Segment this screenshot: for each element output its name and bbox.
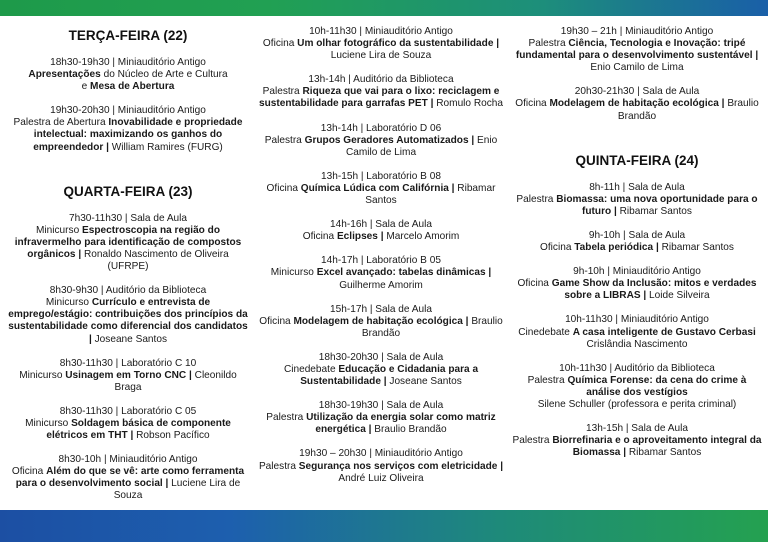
- event-text: Enio Camilo de Lima: [345, 134, 498, 158]
- event-text: Palestra: [512, 435, 553, 447]
- schedule-event: [512, 423, 762, 459]
- event-text: Palestra: [527, 374, 568, 386]
- event-text: 15h-17h | Sala de Aula: [330, 303, 432, 315]
- event-text: Joseane Santos: [91, 333, 168, 345]
- event-text: 10h-11h30 | Miniauditório Antigo: [565, 314, 709, 326]
- event-text: e: [81, 81, 91, 93]
- event-text: Romulo Rocha: [433, 98, 504, 110]
- event-text: Joseane Santos: [386, 376, 462, 388]
- event-text: Palestra: [516, 193, 557, 205]
- event-text: Minicurso: [270, 267, 317, 279]
- event-text: Cinedebate: [518, 326, 573, 338]
- event-title: Biomassa: uma nova oportunidade para o futuro |: [556, 193, 758, 217]
- event-title: Grupos Geradores Automatizados |: [304, 134, 475, 146]
- event-text: Oficina: [266, 182, 301, 194]
- schedule-event: [6, 358, 250, 394]
- event-text: Minicurso: [45, 297, 92, 309]
- event-text: 19h30 – 21h | Miniauditório Antigo: [560, 26, 714, 37]
- event-text: Palestra: [528, 38, 569, 50]
- event-text: Oficina: [515, 98, 550, 110]
- event-text: Silene Schuller (professora e perita criminal): [537, 398, 737, 410]
- schedule-event: [258, 352, 504, 388]
- bottom-gradient-band: [0, 510, 768, 542]
- event-text: Ronaldo Nascimento de Oliveira (UFRPE): [81, 248, 229, 273]
- event-text: Cinedebate: [283, 363, 339, 375]
- event-title: Química Lúdica com Califórnia |: [300, 182, 455, 194]
- event-text: Oficina: [302, 231, 337, 243]
- event-text: 8h30-9h30 | Auditório da Biblioteca: [49, 285, 207, 297]
- schedule-column-2: [258, 26, 504, 497]
- schedule-event: [6, 285, 250, 345]
- schedule-event: [258, 26, 504, 62]
- event-text: Palestra: [262, 86, 303, 98]
- event-title: Um olhar fotográfico da sustentabilidade |: [297, 38, 500, 50]
- event-title: Ciência, Tecnologia e Inovação: tripé fundamental para o desenvolvimento sustentável |: [515, 38, 759, 62]
- event-text: do Núcleo de Arte e Cultura: [100, 69, 228, 81]
- event-text: Ribamar Santos: [658, 242, 734, 254]
- event-text: 13h-15h | Laboratório B 08: [321, 170, 441, 182]
- event-text: 20h30-21h30 | Sala de Aula: [574, 86, 700, 98]
- event-text: Oficina: [517, 278, 552, 290]
- event-text: William Ramires (FURG): [108, 141, 223, 153]
- event-text: Oficina: [259, 315, 294, 327]
- event-title: Game Show da Inclusão: mitos e verdades sobre a LIBRAS |: [551, 278, 757, 302]
- event-title: Espectroscopia na região do infravermelho para identificação de compostos orgânicos |: [14, 224, 242, 260]
- schedule-event: [512, 363, 762, 411]
- schedule-event: [258, 255, 504, 291]
- event-text: Cleonildo Braga: [114, 369, 237, 393]
- event-text: Palestra: [266, 412, 307, 424]
- event-text: 18h30-19h30 | Miniauditório Antigo: [50, 57, 206, 68]
- event-title: Mesa de Abertura: [90, 81, 175, 93]
- event-title: Além do que se vê: arte como ferramenta para o desenvolvimento social |: [15, 466, 245, 490]
- event-text: Enio Camilo de Lima: [590, 62, 684, 74]
- event-text: Minicurso: [36, 224, 82, 236]
- event-title: Segurança nos serviços com eletricidade |: [298, 460, 504, 472]
- event-text: Crislândia Nascimento: [586, 338, 688, 350]
- event-title: Utilização da energia solar como matriz energética |: [306, 412, 496, 436]
- event-text: 9h-10h | Miniauditório Antigo: [573, 266, 701, 278]
- schedule-event: [258, 448, 504, 484]
- event-title: Educação e Cidadania para a Sustentabilidade |: [300, 363, 479, 388]
- event-text: 13h-14h | Auditório da Biblioteca: [308, 74, 454, 86]
- event-text: Marcelo Amorim: [383, 231, 460, 243]
- schedule-event: [6, 213, 250, 273]
- event-text: 18h30-19h30 | Sala de Aula: [318, 400, 444, 412]
- event-text: Oficina: [540, 242, 575, 254]
- event-title: Riqueza que vai para o lixo: reciclagem e sustentabilidade para garrafas PET |: [258, 86, 500, 110]
- event-text: André Luiz Oliveira: [338, 472, 424, 484]
- event-title: Inovabilidade e propriedade intelectual: maximizando os ganhos do empreendedor |: [33, 117, 243, 153]
- schedule-event: [6, 406, 250, 442]
- event-text: 14h-16h | Sala de Aula: [330, 219, 432, 231]
- event-text: Ribamar Santos: [365, 182, 496, 207]
- schedule-event: [512, 314, 762, 350]
- event-text: Palestra: [264, 134, 305, 146]
- event-title: Apresentações: [28, 69, 101, 81]
- event-text: 13h-14h | Laboratório D 06: [320, 122, 442, 134]
- event-text: 19h30 – 20h30 | Miniauditório Antigo: [299, 448, 463, 460]
- event-text: Minicurso: [19, 369, 66, 381]
- event-text: 10h-11h30 | Auditório da Biblioteca: [559, 362, 715, 374]
- event-text: 19h30-20h30 | Miniauditório Antigo: [50, 105, 206, 117]
- day-heading: TERÇA-FEIRA (22): [68, 28, 188, 43]
- event-title: Currículo e entrevista de emprego/estágio: contribuições dos princípios da sustentabilidade como diferencial dos candidatos |: [8, 297, 248, 345]
- event-title: Eclipses |: [336, 231, 384, 243]
- event-text: 10h-11h30 | Miniauditório Antigo: [309, 26, 453, 37]
- event-title: Soldagem básica de componente elétricos em THT |: [46, 417, 231, 442]
- schedule-event: [512, 86, 762, 122]
- schedule-event: [258, 400, 504, 436]
- event-text: Luciene Lira de Souza: [330, 50, 432, 62]
- event-title: Química Forense: da cena do crime à análise dos vestígios: [567, 374, 747, 398]
- schedule-event: [258, 219, 504, 243]
- schedule-event: [6, 57, 250, 93]
- event-title: Tabela periódica |: [574, 242, 659, 254]
- schedule-column-1: [6, 22, 250, 515]
- schedule-event: [258, 123, 504, 159]
- event-text: Braulio Brandão: [361, 315, 503, 339]
- event-text: 13h-15h | Sala de Aula: [586, 423, 688, 435]
- schedule-event: [258, 74, 504, 110]
- event-text: 8h30-10h | Miniauditório Antigo: [58, 454, 198, 466]
- day-heading: QUINTA-FEIRA (24): [575, 152, 699, 168]
- event-text: Ribamar Santos: [616, 205, 692, 217]
- schedule-event: [512, 266, 762, 302]
- schedule-event: [512, 230, 762, 254]
- event-title: A casa inteligente de Gustavo Cerbasi: [572, 326, 756, 338]
- event-text: Loide Silveira: [646, 290, 710, 302]
- event-text: Guilherme Amorim: [339, 279, 423, 291]
- event-text: Braulio Brandão: [371, 424, 447, 436]
- event-text: Palestra: [258, 460, 299, 472]
- schedule-event: [6, 454, 250, 502]
- schedule-event: [258, 304, 504, 340]
- day-heading: QUARTA-FEIRA (23): [63, 183, 193, 199]
- event-text: Robson Pacífico: [133, 430, 210, 442]
- event-text: Minicurso: [25, 417, 72, 429]
- event-text: Palestra de Abertura: [13, 117, 109, 129]
- schedule-event: [512, 26, 762, 74]
- event-text: Braulio Brandão: [617, 98, 759, 122]
- event-text: 8h30-11h30 | Laboratório C 10: [59, 357, 197, 369]
- top-gradient-band: [0, 0, 768, 16]
- event-title: Excel avançado: tabelas dinâmicas |: [316, 267, 492, 279]
- event-text: 14h-17h | Laboratório B 05: [321, 255, 441, 267]
- event-text: 9h-10h | Sala de Aula: [588, 229, 686, 241]
- schedule-event: [6, 105, 250, 153]
- schedule-event: [258, 171, 504, 207]
- event-title: Modelagem de habitação ecológica |: [293, 315, 469, 327]
- event-text: 7h30-11h30 | Sala de Aula: [68, 212, 188, 224]
- event-text: Ribamar Santos: [626, 447, 702, 459]
- event-text: 18h30-20h30 | Sala de Aula: [318, 351, 444, 363]
- schedule-event: [512, 182, 762, 218]
- event-title: Usinagem em Torno CNC |: [65, 369, 192, 381]
- event-text: 8h-11h | Sala de Aula: [589, 181, 685, 193]
- event-text: Oficina: [11, 466, 47, 478]
- event-text: 8h30-11h30 | Laboratório C 05: [59, 405, 197, 417]
- event-title: Biorrefinaria e o aproveitamento integral da Biomassa |: [552, 435, 762, 459]
- event-text: Luciene Lira de Souza: [113, 478, 241, 502]
- schedule-column-3: [512, 26, 762, 471]
- event-text: Oficina: [262, 38, 298, 50]
- event-title: Modelagem de habitação ecológica |: [549, 98, 725, 110]
